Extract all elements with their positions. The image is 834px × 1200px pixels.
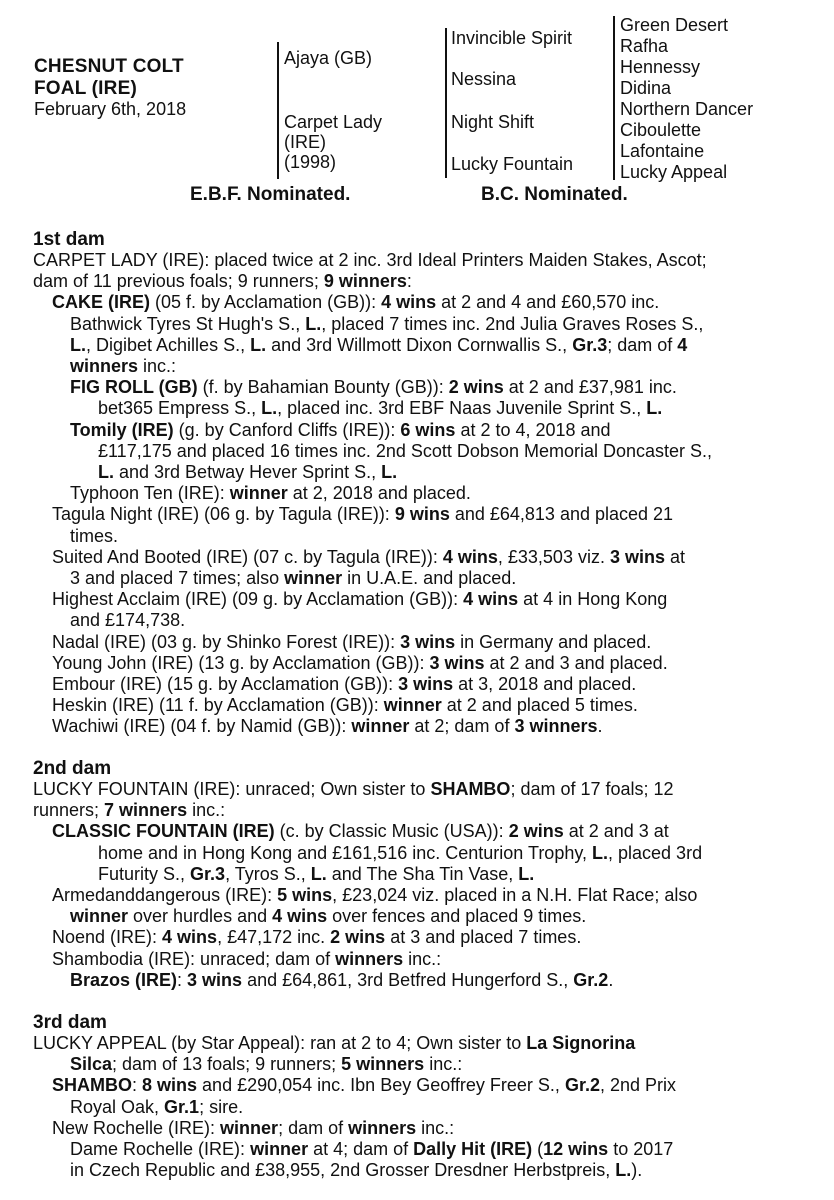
pedigree-divider-1: [277, 42, 279, 179]
text-line: Noend (IRE): 4 wins, £47,172 inc. 2 wins at 3 and placed 7 times.: [52, 927, 582, 948]
text-line: Heskin (IRE) (11 f. by Acclamation (GB)): winner at 2 and placed 5 times.: [52, 695, 638, 716]
text-line: £117,175 and placed 16 times inc. 2nd Scott Dobson Memorial Doncaster S.,: [98, 440, 713, 461]
first-dam-heading: 1st dam: [33, 229, 105, 250]
g3-ancestor: Rafha: [620, 36, 669, 56]
text-line: CLASSIC FOUNTAIN (IRE) (c. by Classic Music (USA)): 2 wins at 2 and 3 at: [52, 821, 669, 842]
text-line: CARPET LADY (IRE): placed twice at 2 inc. 3rd Ideal Printers Maiden Stakes, Ascot;: [33, 250, 707, 270]
text-line: Royal Oak, Gr.1; sire.: [70, 1096, 244, 1117]
text-line: in Czech Republic and £38,955, 2nd Grosser Dresdner Herbstpreis, L.).: [70, 1160, 643, 1181]
g3-ancestor: Didina: [620, 78, 672, 98]
first-dam-section: [33, 229, 828, 738]
g3-ancestor: Green Desert: [620, 15, 729, 35]
text-line: Embour (IRE) (15 g. by Acclamation (GB)): 3 wins at 3, 2018 and placed.: [52, 674, 637, 695]
g3-ancestor: Hennessy: [620, 57, 701, 77]
text-line: runners; 7 winners inc.:: [33, 800, 226, 821]
text-line: LUCKY FOUNTAIN (IRE): unraced; Own sister to SHAMBO; dam of 17 foals; 12: [33, 779, 674, 799]
text-line: Tomily (IRE) (g. by Canford Cliffs (IRE)): 6 wins at 2 to 4, 2018 and: [70, 419, 611, 440]
third-dam-heading: 3rd dam: [33, 1012, 107, 1033]
text-line: bet365 Empress S., L., placed inc. 3rd EBF Naas Juvenile Sprint S., L.: [98, 398, 663, 419]
ebf-nominated: E.B.F. Nominated.: [190, 184, 351, 205]
text-line: Typhoon Ten (IRE): winner at 2, 2018 and placed.: [70, 483, 471, 504]
text-line: Wachiwi (IRE) (04 f. by Namid (GB)): winner at 2; dam of 3 winners.: [52, 716, 603, 737]
sire-sire: Invincible Spirit: [451, 28, 573, 48]
g3-ancestor: Ciboulette: [620, 120, 702, 140]
third-dam-section: [33, 1012, 828, 1181]
text-line: Shambodia (IRE): unraced; dam of winners inc.:: [52, 948, 442, 969]
foaling-date: February 6th, 2018: [34, 99, 187, 119]
second-dam-heading: 2nd dam: [33, 758, 112, 779]
text-line: Silca; dam of 13 foals; 9 runners; 5 winners inc.:: [70, 1054, 463, 1075]
dam-dam: Lucky Fountain: [451, 154, 574, 174]
text-line: 3 and placed 7 times; also winner in U.A.E. and placed.: [70, 568, 517, 589]
text-line: New Rochelle (IRE): winner; dam of winners inc.:: [52, 1117, 455, 1138]
sire-name: Ajaya (GB): [284, 48, 373, 68]
text-line: dam of 11 previous foals; 9 runners; 9 winners:: [33, 271, 412, 292]
text-line: LUCKY APPEAL (by Star Appeal): ran at 2 to 4; Own sister to La Signorina: [33, 1033, 636, 1053]
horse-title: [34, 56, 184, 100]
text-line: and £174,738.: [70, 610, 186, 631]
text-line: Futurity S., Gr.3, Tyros S., L. and The Sha Tin Vase, L.: [98, 863, 535, 884]
sire-dam: Nessina: [451, 69, 517, 89]
dam-name-line-3: (1998): [284, 152, 337, 172]
text-line: FIG ROLL (GB) (f. by Bahamian Bounty (GB)): 2 wins at 2 and £37,981 inc.: [70, 377, 677, 398]
text-line: winner over hurdles and 4 wins over fences and placed 9 times.: [70, 906, 587, 927]
dam-name-line-2: (IRE): [284, 132, 326, 152]
title-line-1: CHESNUT COLT: [34, 56, 184, 77]
g3-ancestor: Northern Dancer: [620, 99, 754, 119]
g3-ancestor: Lucky Appeal: [620, 162, 728, 182]
pedigree-generation-3: [620, 15, 753, 183]
text-line: L., Digibet Achilles S., L. and 3rd Willmott Dixon Cornwallis S., Gr.3; dam of 4: [70, 334, 688, 355]
text-line: Suited And Booted (IRE) (07 c. by Tagula (IRE)): 4 wins, £33,503 viz. 3 wins at: [52, 546, 686, 567]
text-line: home and in Hong Kong and £161,516 inc. Centurion Trophy, L., placed 3rd: [98, 842, 703, 863]
dam-name: [284, 112, 382, 172]
text-line: Young John (IRE) (13 g. by Acclamation (GB)): 3 wins at 2 and 3 and placed.: [52, 652, 668, 673]
pedigree-divider-3: [613, 16, 615, 180]
text-line: times.: [70, 525, 119, 546]
text-line: SHAMBO: 8 wins and £290,054 inc. Ibn Bey Geoffrey Freer S., Gr.2, 2nd Prix: [52, 1075, 677, 1096]
bc-nominated: B.C. Nominated.: [481, 184, 628, 205]
second-dam-section: [33, 758, 828, 991]
dam-name-line-1: Carpet Lady: [284, 112, 383, 132]
g3-ancestor: Lafontaine: [620, 141, 705, 161]
text-line: CAKE (IRE) (05 f. by Acclamation (GB)): 4 wins at 2 and 4 and £60,570 inc.: [52, 292, 660, 313]
text-line: Dame Rochelle (IRE): winner at 4; dam of Dally Hit (IRE) (12 wins to 2017: [70, 1139, 674, 1160]
text-line: Tagula Night (IRE) (06 g. by Tagula (IRE)): 9 wins and £64,813 and placed 21: [52, 504, 674, 525]
dam-sire: Night Shift: [451, 112, 535, 132]
pedigree-divider-2: [445, 28, 447, 178]
text-line: Nadal (IRE) (03 g. by Shinko Forest (IRE)): 3 wins in Germany and placed.: [52, 631, 652, 652]
text-line: winners inc.:: [70, 356, 177, 377]
text-line: L. and 3rd Betway Hever Sprint S., L.: [98, 462, 398, 483]
text-line: Armedanddangerous (IRE): 5 wins, £23,024 viz. placed in a N.H. Flat Race; also: [52, 885, 698, 906]
text-line: Bathwick Tyres St Hugh's S., L., placed 7 times inc. 2nd Julia Graves Roses S.,: [70, 313, 704, 334]
title-line-2: FOAL (IRE): [34, 78, 137, 99]
text-line: Brazos (IRE): 3 wins and £64,861, 3rd Betfred Hungerford S., Gr.2.: [70, 969, 614, 990]
text-line: Highest Acclaim (IRE) (09 g. by Acclamation (GB)): 4 wins at 4 in Hong Kong: [52, 589, 668, 610]
